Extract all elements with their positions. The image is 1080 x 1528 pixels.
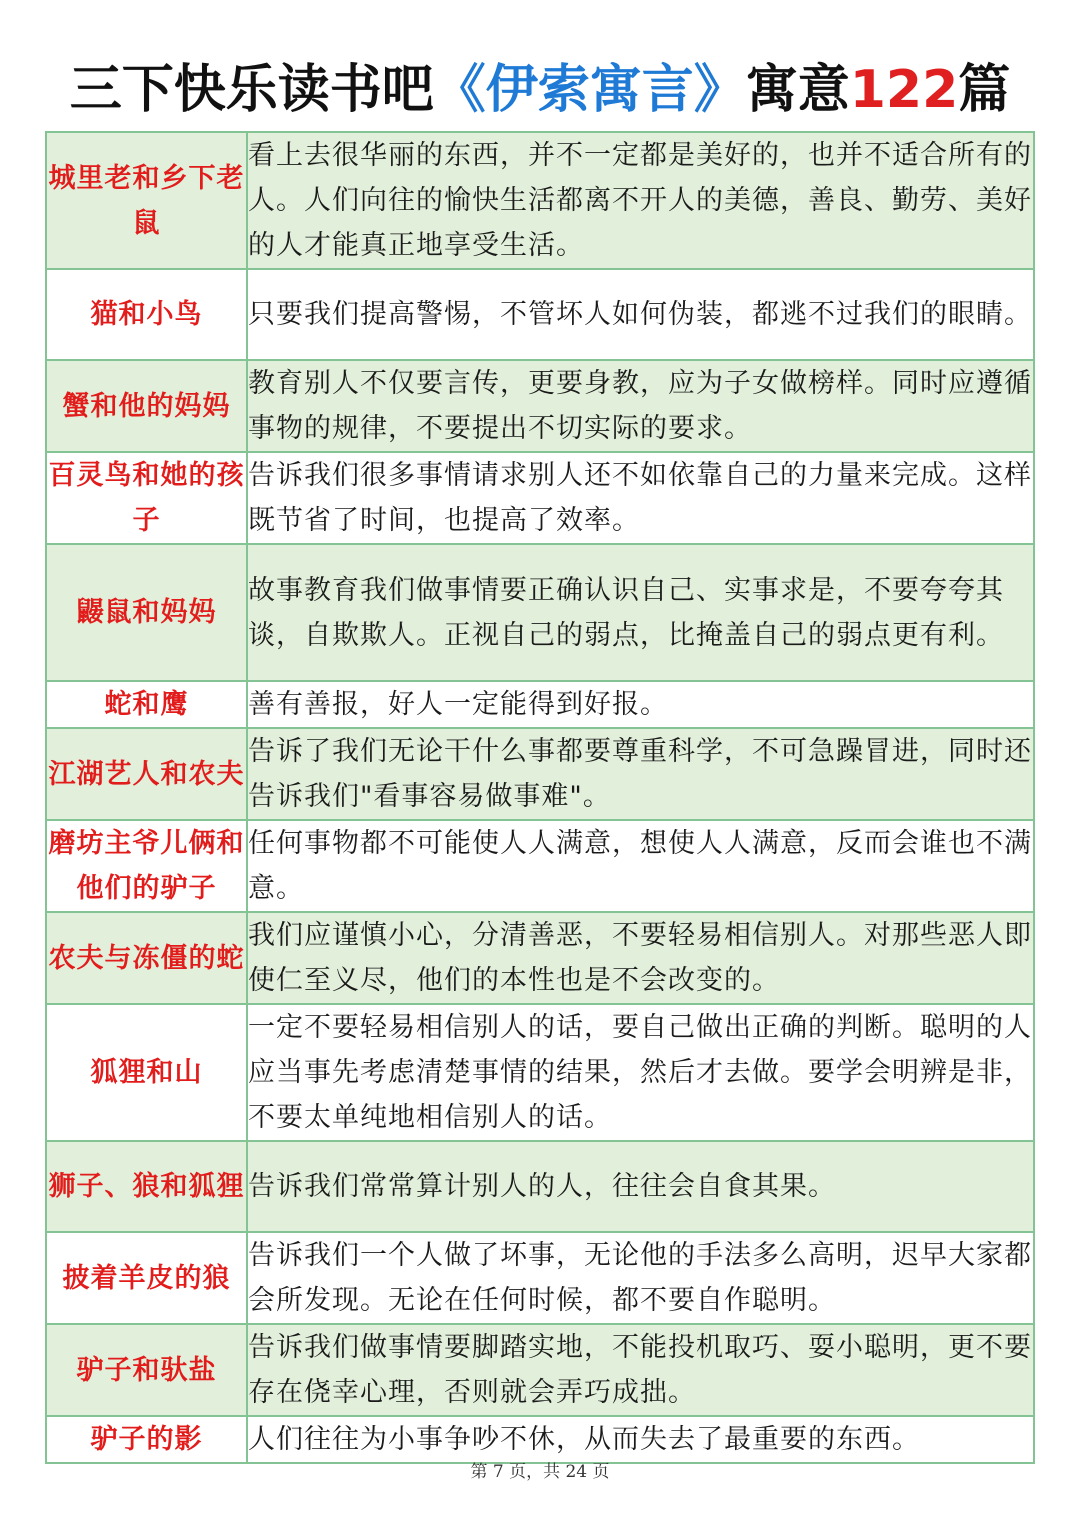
table-row bbox=[46, 544, 1034, 681]
title-book-name: 《伊索寓言》 bbox=[433, 60, 746, 120]
fable-name: 江湖艺人和农夫 bbox=[46, 728, 247, 820]
page-number-footer: 第 7 页，共 24 页 bbox=[470, 1462, 610, 1482]
fable-moral: 告诉我们常常算计别人的人，往往会自食其果。 bbox=[247, 1141, 1034, 1232]
fable-name: 披着羊皮的狼 bbox=[46, 1232, 247, 1324]
fable-name: 城里老和乡下老鼠 bbox=[46, 132, 247, 269]
table-row bbox=[46, 820, 1034, 912]
title-part-main: 三下快乐读书吧 bbox=[69, 60, 434, 120]
table-row bbox=[46, 1416, 1034, 1463]
fable-moral: 善有善报，好人一定能得到好报。 bbox=[247, 681, 1034, 728]
table-row bbox=[46, 360, 1034, 452]
page-title bbox=[0, 52, 1080, 128]
title-part-suffix: 篇 bbox=[958, 60, 1011, 120]
fable-moral: 告诉我们很多事情请求别人还不如依靠自己的力量来完成。这样既节省了时间，也提高了效率。 bbox=[247, 452, 1034, 544]
fable-name: 驴子和驮盐 bbox=[46, 1324, 247, 1416]
fable-table bbox=[45, 131, 1035, 1464]
table-row bbox=[46, 132, 1034, 269]
title-part-meaning: 寓意 bbox=[745, 60, 850, 120]
fable-name: 蛇和鹰 bbox=[46, 681, 247, 728]
fable-name: 蟹和他的妈妈 bbox=[46, 360, 247, 452]
fable-name: 驴子的影 bbox=[46, 1416, 247, 1463]
fable-name: 磨坊主爷儿俩和他们的驴子 bbox=[46, 820, 247, 912]
fable-moral: 告诉了我们无论干什么事都要尊重科学，不可急躁冒进，同时还告诉我们"看事容易做事难"。 bbox=[247, 728, 1034, 820]
fable-moral: 人们往往为小事争吵不休，从而失去了最重要的东西。 bbox=[247, 1416, 1034, 1463]
fable-moral: 教育别人不仅要言传，更要身教，应为子女做榜样。同时应遵循事物的规律，不要提出不切实际的要求。 bbox=[247, 360, 1034, 452]
table-row bbox=[46, 1141, 1034, 1232]
fable-name: 百灵鸟和她的孩子 bbox=[46, 452, 247, 544]
fable-moral: 只要我们提高警惕，不管坏人如何伪装，都逃不过我们的眼睛。 bbox=[247, 269, 1034, 360]
table-row bbox=[46, 1004, 1034, 1141]
fable-moral: 任何事物都不可能使人人满意，想使人人满意，反而会谁也不满意。 bbox=[247, 820, 1034, 912]
table-row bbox=[46, 452, 1034, 544]
fable-moral: 我们应谨慎小心，分清善恶，不要轻易相信别人。对那些恶人即使仁至义尽，他们的本性也是不会改变的。 bbox=[247, 912, 1034, 1004]
fable-name: 狐狸和山 bbox=[46, 1004, 247, 1141]
fable-moral: 故事教育我们做事情要正确认识自己、实事求是，不要夸夸其谈，自欺欺人。正视自己的弱点，比掩盖自己的弱点更有利。 bbox=[247, 544, 1034, 681]
table-row bbox=[46, 728, 1034, 820]
table-row bbox=[46, 681, 1034, 728]
fable-moral: 一定不要轻易相信别人的话，要自己做出正确的判断。聪明的人应当事先考虑清楚事情的结果，然后才去做。要学会明辨是非，不要太单纯地相信别人的话。 bbox=[247, 1004, 1034, 1141]
fable-name: 猫和小鸟 bbox=[46, 269, 247, 360]
fable-moral: 告诉我们做事情要脚踏实地，不能投机取巧、耍小聪明，更不要存在侥幸心理，否则就会弄巧成拙。 bbox=[247, 1324, 1034, 1416]
fable-name: 鼹鼠和妈妈 bbox=[46, 544, 247, 681]
fable-name: 农夫与冻僵的蛇 bbox=[46, 912, 247, 1004]
table-row bbox=[46, 1324, 1034, 1416]
fable-moral: 告诉我们一个人做了坏事，无论他的手法多么高明，迟早大家都会所发现。无论在任何时候，都不要自作聪明。 bbox=[247, 1232, 1034, 1324]
table-row bbox=[46, 912, 1034, 1004]
fable-name: 狮子、狼和狐狸 bbox=[46, 1141, 247, 1232]
table-row bbox=[46, 269, 1034, 360]
title-count: 122 bbox=[849, 60, 959, 120]
fable-moral: 看上去很华丽的东西，并不一定都是美好的，也并不适合所有的人。人们向往的愉快生活都离不开人的美德，善良、勤劳、美好的人才能真正地享受生活。 bbox=[247, 132, 1034, 269]
table-row bbox=[46, 1232, 1034, 1324]
